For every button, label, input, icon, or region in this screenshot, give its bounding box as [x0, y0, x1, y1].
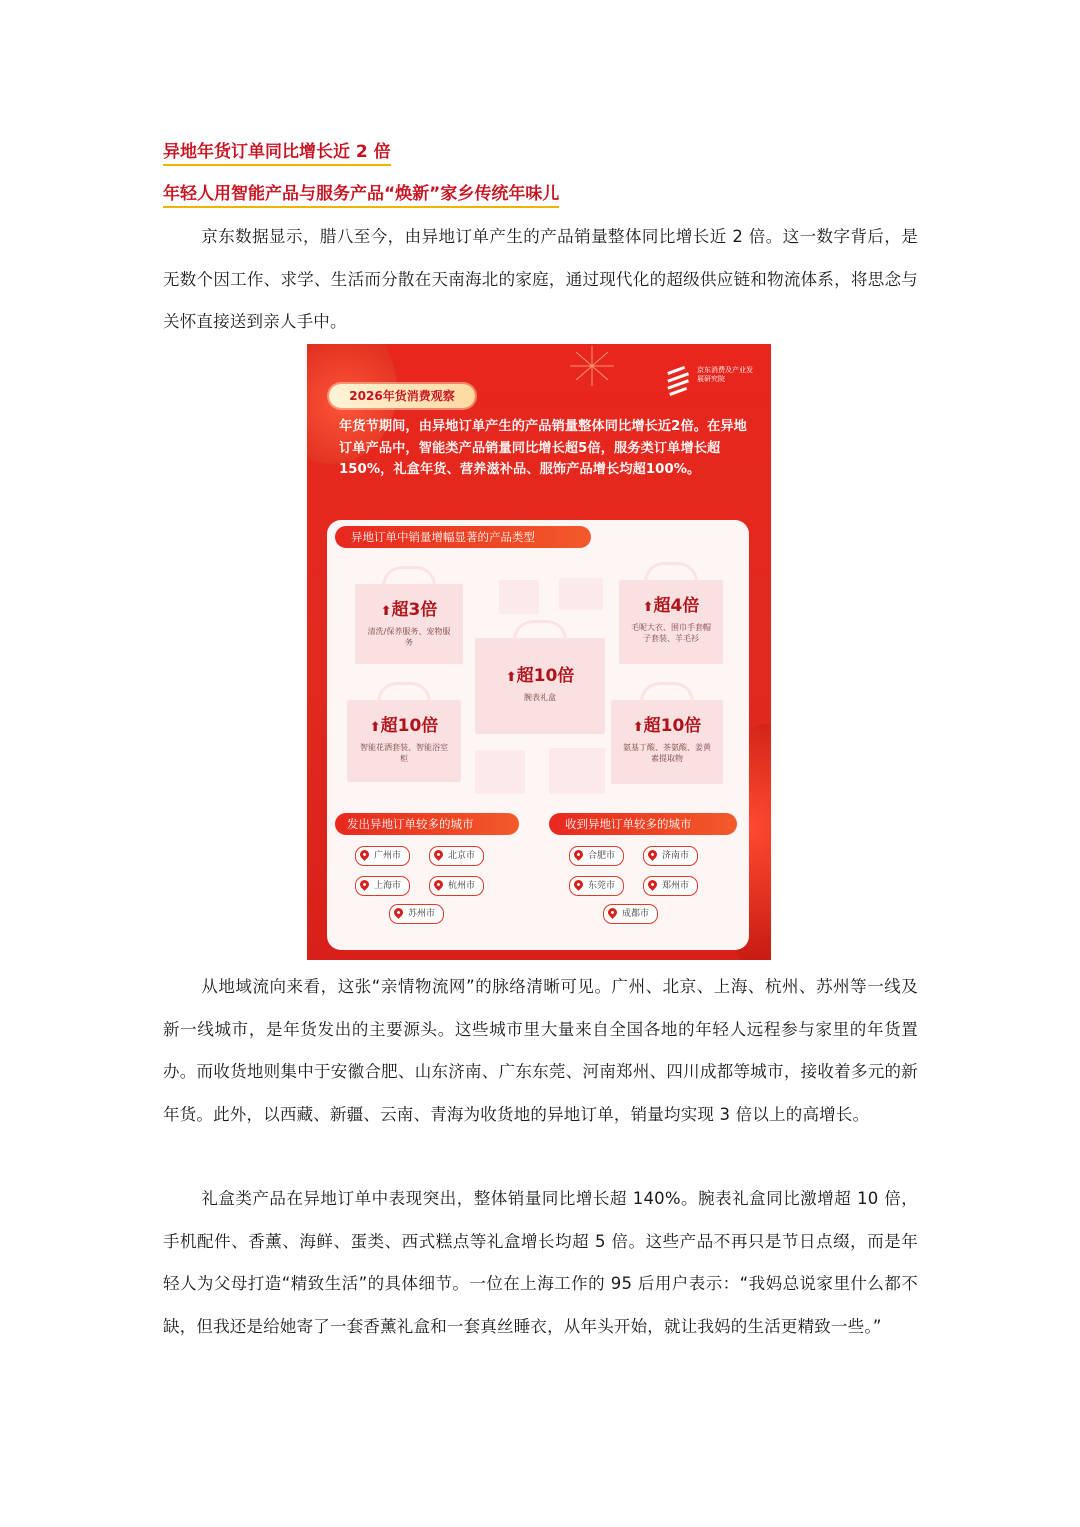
gift-bow-icon — [382, 566, 436, 586]
report-tag: 2026年货消费观察 — [329, 384, 475, 408]
location-pin-icon — [646, 848, 659, 861]
location-pin-icon — [358, 878, 371, 891]
location-pin-icon — [432, 878, 445, 891]
location-pin-icon — [646, 878, 659, 891]
location-pin-icon — [572, 878, 585, 891]
gift-box — [347, 700, 461, 782]
gift-decoration — [475, 750, 525, 794]
infographic-image — [307, 344, 771, 960]
gift-decoration — [559, 578, 603, 610]
gift-bow-icon — [640, 682, 694, 702]
firework-icon — [562, 344, 622, 389]
gift-value: ⬆超10倍 — [632, 716, 702, 736]
logo-mark-icon — [665, 366, 691, 396]
section-heading-2: 年轻人用智能产品与服务产品“焕新”家乡传统年味儿 — [163, 183, 559, 208]
gift-value: ⬆超3倍 — [380, 600, 438, 620]
gift-desc: 毛呢大衣、围巾手套帽子套装、羊毛衫 — [631, 623, 711, 643]
paragraph-1 — [163, 216, 918, 344]
product-types-title: 异地订单中销量增幅显著的产品类型 — [335, 526, 591, 548]
city-tag-send: 苏州市 — [389, 904, 444, 924]
gift-value: ⬆超10倍 — [505, 666, 575, 686]
paragraph-1-text: 京东数据显示，腊八至今，由异地订单产生的产品销量整体同比增长近 2 倍。这一数字背后，是无数个因工作、求学、生活而分散在天南海北的家庭，通过现代化的超级供应链和物流体系，将思念与关怀直接送到亲人手中。 — [163, 227, 918, 331]
location-pin-icon — [358, 848, 371, 861]
city-tag-send: 广州市 — [355, 846, 410, 866]
send-cities-title: 发出异地订单较多的城市 — [335, 813, 519, 835]
gift-box — [619, 580, 723, 664]
city-tag-send: 北京市 — [429, 846, 484, 866]
location-pin-icon — [432, 848, 445, 861]
city-tag-receive: 郑州市 — [643, 876, 698, 896]
location-pin-icon — [606, 906, 619, 919]
gift-bow-icon — [644, 562, 698, 582]
gift-bow-icon — [377, 682, 431, 702]
gift-value: ⬆超4倍 — [642, 596, 700, 616]
location-pin-icon — [392, 906, 405, 919]
gift-desc: 智能花洒套装、智能浴室柜 — [360, 743, 448, 763]
location-pin-icon — [572, 848, 585, 861]
section-heading-1: 异地年货订单同比增长近 2 倍 — [163, 141, 391, 166]
city-tag-receive: 成都市 — [603, 904, 658, 924]
gift-box — [355, 584, 463, 664]
gift-box — [475, 638, 605, 734]
gift-bow-icon — [513, 620, 567, 640]
infographic-intro: 年货节期间，由异地订单产生的产品销量整体同比增长近2倍。在异地订单产品中，智能类产品销量同比增长超5倍，服务类订单增长超150%，礼盒年货、营养滋补品、服饰产品增长均超100%。 — [339, 419, 747, 477]
paragraph-3-text: 礼盒类产品在异地订单中表现突出，整体销量同比增长超 140%。腕表礼盒同比激增超 10 倍，手机配件、香薰、海鲜、蛋类、西式糕点等礼盒增长均超 5 倍。这些产品不再只是节日点缀，而是年轻人为父母打造“精致生活”的具体细节。一位在上海工作的 95 后用户表示：“我妈总说家里什么都不缺，但我还是给她寄了一套香薰礼盒和一套真丝睡衣，从年头开始，就让我妈的生活更精致一些。” — [163, 1189, 918, 1336]
gift-box — [611, 700, 723, 784]
logo-text: 京东消费及产业发展研究院 — [697, 366, 753, 383]
city-tag-receive: 合肥市 — [569, 846, 624, 866]
paragraph-2 — [163, 966, 918, 1136]
receive-cities-title: 收到异地订单较多的城市 — [549, 813, 737, 835]
city-tag-receive: 东莞市 — [569, 876, 624, 896]
gift-desc: 氨基丁酸、茶氨酸、姜黄素提取物 — [623, 743, 711, 763]
gift-desc: 腕表礼盒 — [524, 693, 556, 702]
city-tag-send: 上海市 — [355, 876, 410, 896]
city-tag-send: 杭州市 — [429, 876, 484, 896]
institute-logo — [665, 364, 760, 404]
paragraph-3 — [163, 1178, 918, 1348]
paragraph-2-text: 从地域流向来看，这张“亲情物流网”的脉络清晰可见。广州、北京、上海、杭州、苏州等一线及新一线城市，是年货发出的主要源头。这些城市里大量来自全国各地的年轻人远程参与家里的年货置办。而收货地则集中于安徽合肥、山东济南、广东东莞、河南郑州、四川成都等城市，接收着多元的新年货。此外，以西藏、新疆、云南、青海为收货地的异地订单，销量均实现 3 倍以上的高增长。 — [163, 977, 918, 1124]
gift-decoration — [499, 580, 539, 614]
product-types-card — [327, 520, 749, 950]
gift-value: ⬆超10倍 — [369, 716, 439, 736]
gift-decoration — [549, 748, 605, 794]
city-tag-receive: 济南市 — [643, 846, 698, 866]
gift-desc: 清洗/保养服务、宠物服务 — [367, 627, 451, 647]
